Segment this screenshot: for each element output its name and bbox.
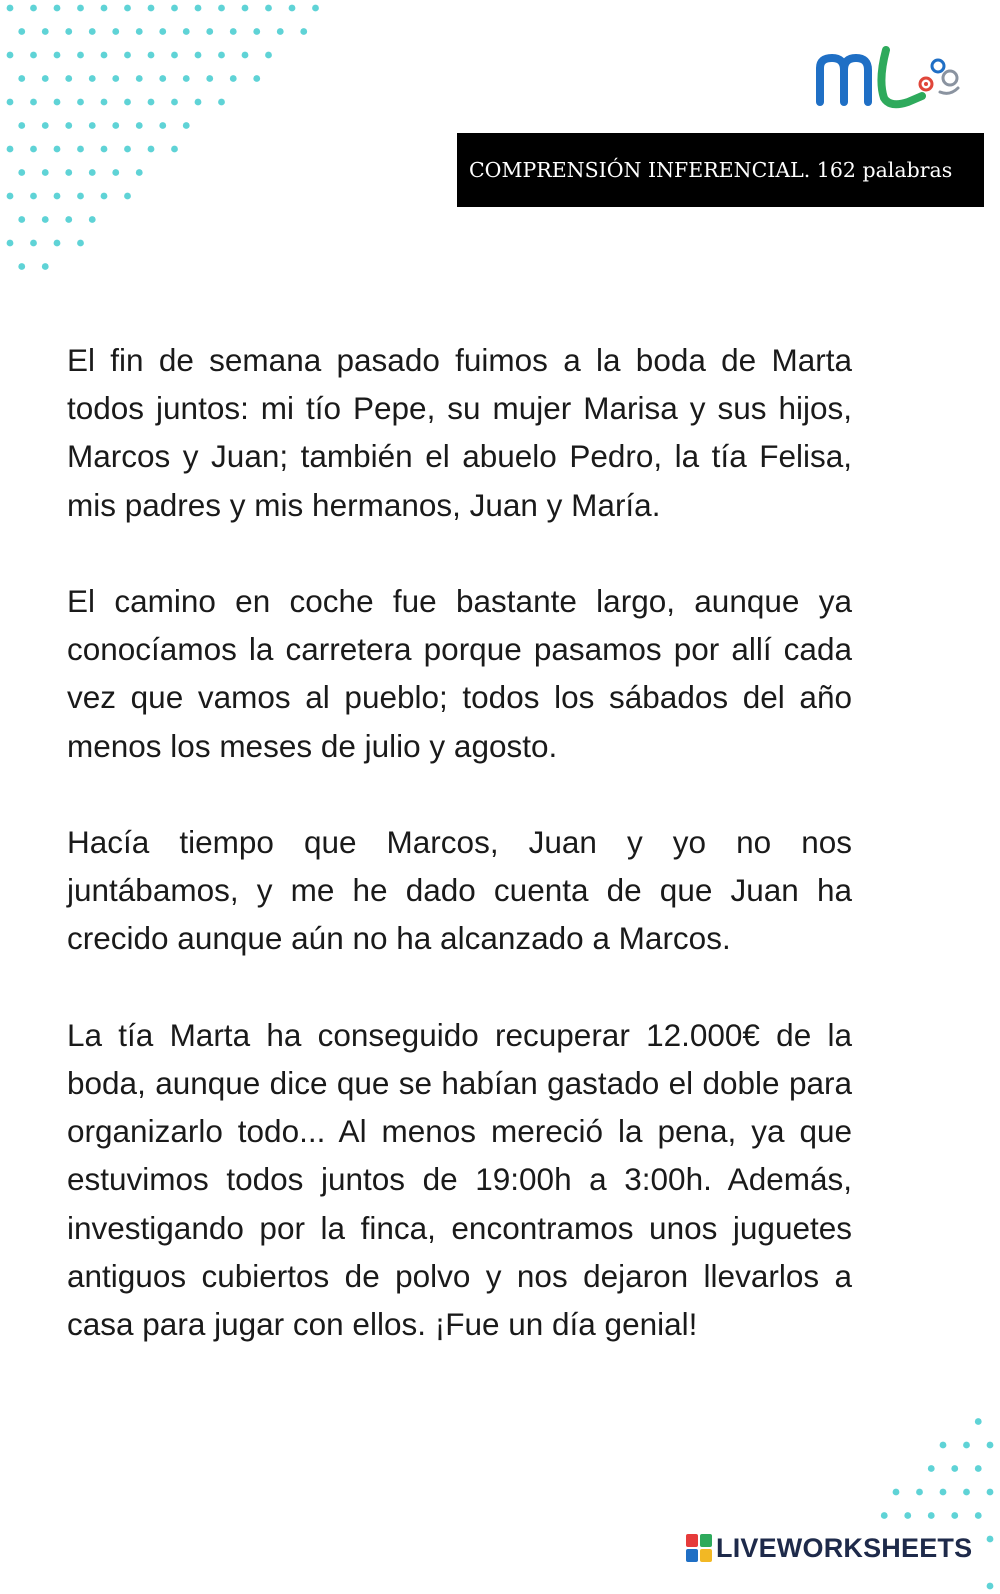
decorative-dot (7, 99, 14, 106)
decorative-dot (171, 52, 178, 59)
decorative-dot (30, 99, 37, 106)
decorative-dot (89, 169, 96, 176)
decorative-dot (42, 75, 49, 82)
decorative-dot (18, 28, 25, 35)
decorative-dot (183, 75, 190, 82)
decorative-dot (951, 1512, 958, 1519)
paragraph-1: El fin de semana pasado fuimos a la boda de Marta todos juntos: mi tío Pepe, su mujer Marisa y sus hijos, Marcos y Juan; también el abuelo Pedro, la tía Felisa, mis padres y mis hermanos, Juan y María. (67, 342, 852, 523)
decorative-dot (65, 169, 72, 176)
decorative-dot (42, 216, 49, 223)
decorative-dot (77, 240, 84, 247)
decorative-dot (7, 240, 14, 247)
decorative-dot (42, 263, 49, 270)
decorative-dot (30, 193, 37, 200)
decorative-dot (253, 75, 260, 82)
decorative-dot (159, 28, 166, 35)
decorative-dot (54, 193, 61, 200)
title-banner: COMPRENSIÓN INFERENCIAL. 162 palabras (457, 133, 984, 207)
decorative-dot (963, 1489, 970, 1496)
decorative-dot (171, 99, 178, 106)
decorative-dot (77, 193, 84, 200)
decorative-dot (136, 28, 143, 35)
decorative-dot (101, 146, 108, 153)
decorative-dot (18, 216, 25, 223)
decorative-dot (30, 52, 37, 59)
decorative-dot (975, 1418, 982, 1425)
decorative-dot (195, 5, 202, 12)
decorative-dot (124, 99, 131, 106)
decorative-dot (54, 5, 61, 12)
decorative-dot (940, 1489, 947, 1496)
decorative-dot (112, 122, 119, 129)
decorative-dot (54, 240, 61, 247)
decorative-dot (206, 28, 213, 35)
decorative-dot (124, 5, 131, 12)
ml-logo-icon (812, 40, 972, 120)
decorative-dot (963, 1442, 970, 1449)
decorative-dot (265, 5, 272, 12)
decorative-dot (7, 52, 14, 59)
decorative-dot (230, 75, 237, 82)
decorative-dot (893, 1489, 900, 1496)
decorative-dot (218, 52, 225, 59)
decorative-dot (65, 28, 72, 35)
decorative-dot (183, 28, 190, 35)
decorative-dot (77, 52, 84, 59)
decorative-dot (18, 263, 25, 270)
decorative-dot (101, 5, 108, 12)
decorative-dot (928, 1512, 935, 1519)
decorative-dot (242, 5, 249, 12)
decorative-dot (987, 1489, 994, 1496)
decorative-dot (30, 240, 37, 247)
decorative-dot (951, 1465, 958, 1472)
decorative-dot (30, 146, 37, 153)
decorative-dot (101, 52, 108, 59)
decorative-dot (54, 146, 61, 153)
decorative-dot (881, 1512, 888, 1519)
decorative-dot (89, 122, 96, 129)
liveworksheets-icon (686, 1534, 712, 1562)
decorative-dot (42, 28, 49, 35)
decorative-dot (7, 5, 14, 12)
decorative-dot (195, 99, 202, 106)
decorative-dot (18, 75, 25, 82)
decorative-dot (18, 122, 25, 129)
decorative-dot (30, 5, 37, 12)
decorative-dot (987, 1442, 994, 1449)
decorative-dot (112, 28, 119, 35)
paragraph-3: Hacía tiempo que Marcos, Juan y yo no nos juntábamos, y me he dado cuenta de que Juan ha crecido aunque aún no ha alcanzado a Marcos. (67, 824, 852, 957)
decorative-dot (54, 52, 61, 59)
decorative-dot (54, 99, 61, 106)
decorative-dot (101, 193, 108, 200)
decorative-dot (975, 1512, 982, 1519)
decorative-dot (124, 52, 131, 59)
decorative-dot (987, 1583, 994, 1590)
decorative-dot (916, 1489, 923, 1496)
watermark-text: LIVEWORKSHEETS (716, 1532, 973, 1563)
decorative-dot (928, 1465, 935, 1472)
decorative-dot (195, 52, 202, 59)
decorative-dot (42, 122, 49, 129)
decorative-dots-top-left (0, 0, 360, 290)
decorative-dot (171, 146, 178, 153)
decorative-dot (230, 28, 237, 35)
decorative-dot (148, 5, 155, 12)
decorative-dot (183, 122, 190, 129)
decorative-dot (77, 99, 84, 106)
decorative-dot (112, 75, 119, 82)
decorative-dot (89, 28, 96, 35)
decorative-dot (940, 1442, 947, 1449)
decorative-dot (265, 52, 272, 59)
decorative-dot (171, 5, 178, 12)
decorative-dot (7, 146, 14, 153)
decorative-dot (904, 1512, 911, 1519)
decorative-dot (312, 5, 319, 12)
liveworksheets-watermark (686, 1530, 972, 1566)
decorative-dot (101, 99, 108, 106)
decorative-dot (18, 169, 25, 176)
decorative-dot (77, 146, 84, 153)
decorative-dot (65, 122, 72, 129)
decorative-dot (7, 193, 14, 200)
decorative-dot (300, 28, 307, 35)
decorative-dot (89, 216, 96, 223)
decorative-dot (112, 169, 119, 176)
decorative-dot (136, 169, 143, 176)
decorative-dot (289, 5, 296, 12)
decorative-dot (159, 75, 166, 82)
decorative-dot (218, 5, 225, 12)
decorative-dot (987, 1536, 994, 1543)
decorative-dot (148, 52, 155, 59)
paragraph-2: El camino en coche fue bastante largo, aunque ya conocíamos la carretera porque pasamos por allí cada vez que vamos al pueblo; todos los sábados del año menos los meses de julio y agosto. (67, 583, 852, 764)
decorative-dot (136, 122, 143, 129)
decorative-dot (42, 169, 49, 176)
decorative-dot (124, 146, 131, 153)
decorative-dot (77, 5, 84, 12)
decorative-dot (253, 28, 260, 35)
decorative-dot (136, 75, 143, 82)
decorative-dot (206, 75, 213, 82)
decorative-dot (218, 99, 225, 106)
decorative-dot (242, 52, 249, 59)
decorative-dot (277, 28, 284, 35)
decorative-dot (124, 193, 131, 200)
paragraph-4: La tía Marta ha conseguido recuperar 12.000€ de la boda, aunque dice que se habían gastado el doble para organizarlo todo... Al menos mereció la pena, ya que estuvimos todos juntos de 19:00h a 3:00h. Además, investigando por la finca, encontramos unos juguetes antiguos cubiertos de polvo y nos dejaron llevarlos a casa para jugar con ellos. ¡Fue un día genial! (67, 1016, 852, 1343)
decorative-dot (148, 146, 155, 153)
reading-text (67, 336, 852, 1348)
decorative-dot (65, 75, 72, 82)
decorative-dot (148, 99, 155, 106)
decorative-dot (975, 1465, 982, 1472)
decorative-dot (65, 216, 72, 223)
decorative-dot (89, 75, 96, 82)
decorative-dot (159, 122, 166, 129)
